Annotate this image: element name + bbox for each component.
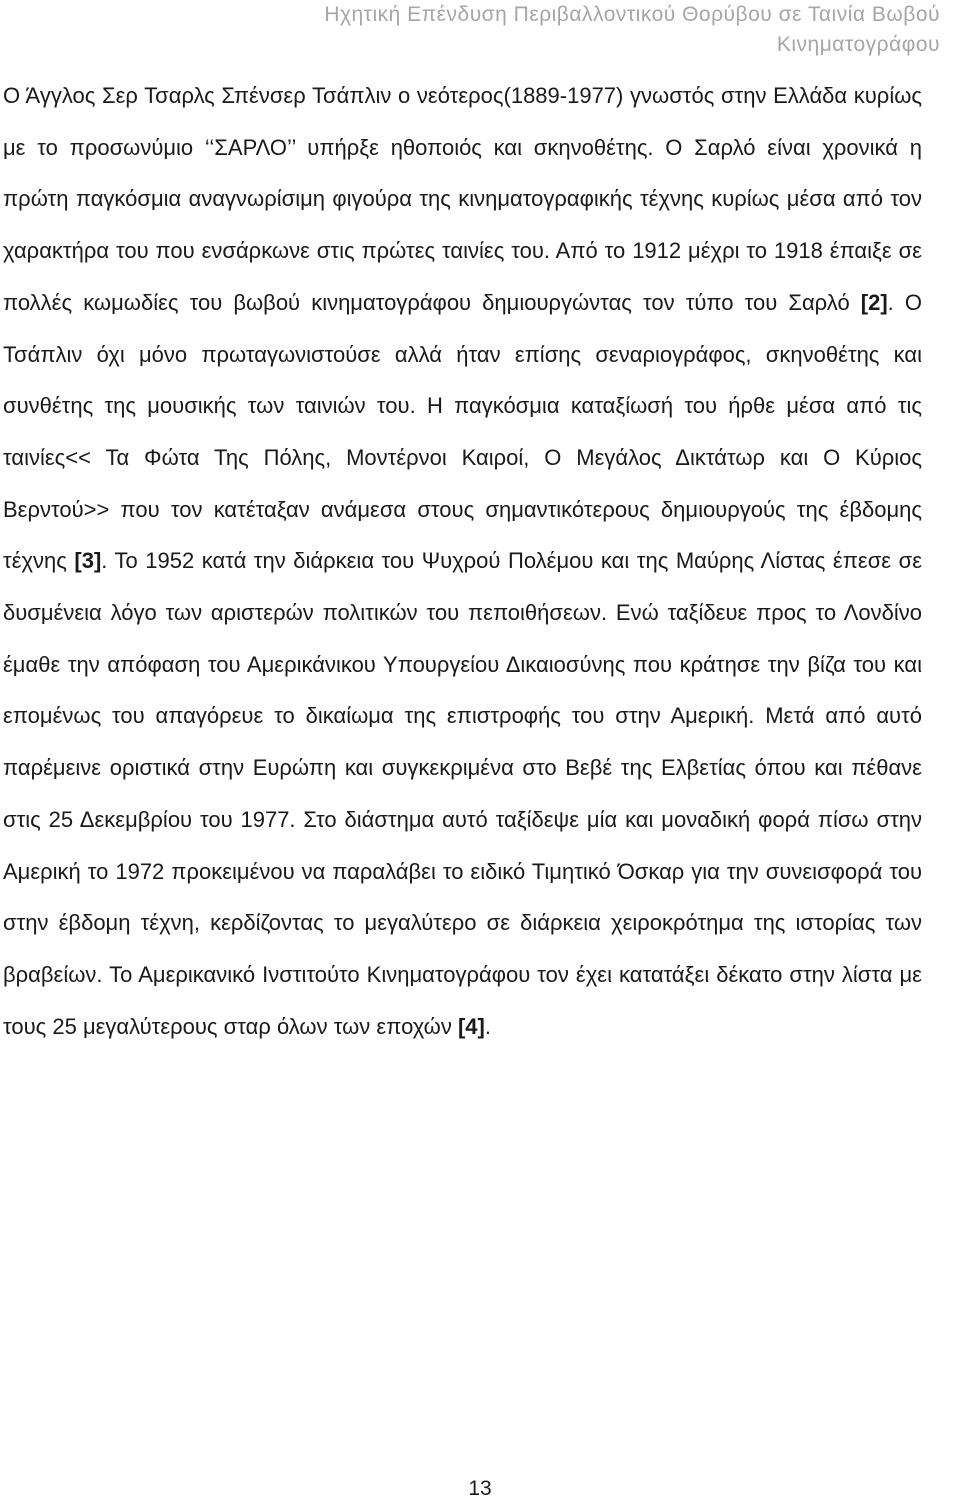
page-number: 13	[468, 1477, 492, 1500]
paragraph-text-4: .	[484, 1013, 491, 1039]
running-header-line-2: Κινηματογράφου	[776, 33, 940, 56]
paragraph-text-3: . Το 1952 κατά την διάρκεια του Ψυχρού Πολέμου και της Μαύρης Λίστας έπεσε σε δυσμένεια λόγο των αριστερών πολιτικών του πεποιθήσεων. Ενώ ταξίδευε προς το Λονδίνο έμαθε την απόφαση του Αμερικάνικου Υπουργείου Δικαιοσύνης που κράτησε την βίζα του και επομένως του απαγόρευε το δικαίωμα της επιστροφής του στην Αμερική. Μετά από αυτό παρέμεινε οριστικά στην Ευρώπη και συγκεκριμένα στο Βεβέ της Ελβετίας όπου και πέθανε στις 25 Δεκεμβρίου του 1977. Στο διάστημα αυτό ταξίδεψε μία και μοναδική φορά πίσω στην Αμερική το 1972 προκειμένου να παραλάβει το ειδικό Τιμητικό Όσκαρ για την συνεισφορά του στην έβδομη τέχνη, κερδίζοντας το μεγαλύτερο σε διάρκεια χειροκρότημα της ιστορίας των βραβείων. Το Αμερικανικό Ινστιτούτο Κινηματογράφου τον έχει κατατάξει δέκατο στην λίστα με τους 25 μεγαλύτερους σταρ όλων των εποχών	[3, 548, 922, 1039]
running-header-line-1: Ηχητική Επένδυση Περιβαλλοντικού Θορύβου σε Ταινία Βωβού	[324, 3, 940, 26]
citation-ref-4: [4]	[457, 1013, 485, 1039]
citation-ref-3: [3]	[74, 548, 102, 574]
running-header	[180, 0, 940, 60]
citation-ref-2: [2]	[860, 289, 888, 315]
paragraph-text-2: . Ο Τσάπλιν όχι μόνο πρωταγωνιστούσε αλλά ήταν επίσης σεναριογράφος, σκηνοθέτης και συνθέτης της μουσικής των ταινιών του. Η παγκόσμια καταξίωσή του ήρθε μέσα από τις ταινίες<< Τα Φώτα Της Πόλης, Μοντέρνοι Καιροί, Ο Μεγάλος Δικτάτωρ και Ο Κύριος Βερντού>> που τον κατέταξαν ανάμεσα στους σημαντικότερους δημιουργούς της έβδομης τέχνης	[3, 289, 922, 574]
paragraph-text-1: Ο Άγγλος Σερ Τσαρλς Σπένσερ Τσάπλιν ο νεότερος(1889-1977) γνωστός στην Ελλάδα κυρίως με το προσωνύμιο ‘‘ΣΑΡΛΟ’’ υπήρξε ηθοποιός και σκηνοθέτης. Ο Σαρλό είναι χρονικά η πρώτη παγκόσμια αναγνωρίσιμη φιγούρα της κινηματογραφικής τέχνης κυρίως μέσα από τον χαρακτήρα του που ενσάρκωνε στις πρώτες ταινίες του. Από το 1912 μέχρι το 1918 έπαιξε σε πολλές κωμωδίες του βωβού κινηματογράφου δημιουργώντας τον τύπο του Σαρλό	[3, 83, 922, 315]
body-paragraph	[3, 70, 922, 1052]
